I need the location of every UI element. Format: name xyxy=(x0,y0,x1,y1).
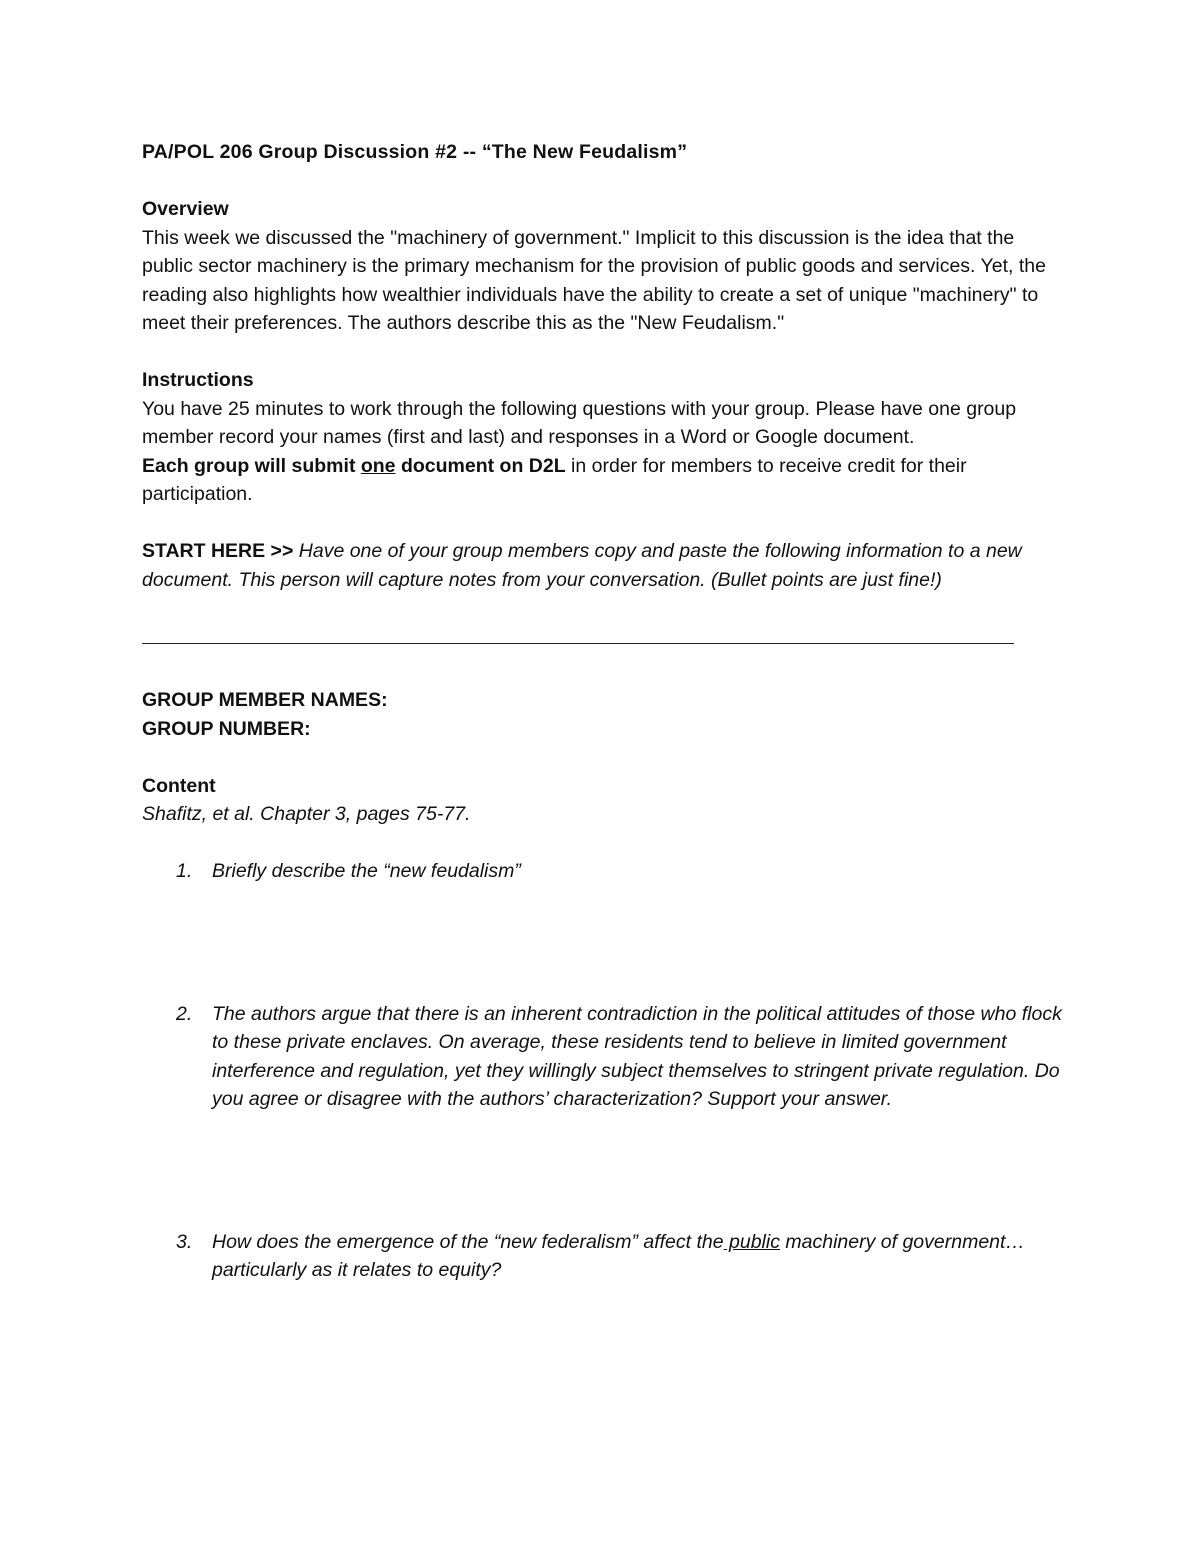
question-item xyxy=(142,1000,1062,1114)
question-text: The authors argue that there is an inherent contradiction in the political attitudes of those who flock to these private enclaves. On average, these residents tend to believe in limited government interference and regulation, yet they willingly subject themselves to stringent private regulation. Do you agree or disagree with the authors’ characterization? Support your answer. xyxy=(212,1002,1062,1110)
document-title: PA/POL 206 Group Discussion #2 -- “The New Feudalism” xyxy=(142,141,688,163)
question-number: 2. xyxy=(176,1002,193,1025)
question-item xyxy=(142,857,1062,886)
question-text-after: machinery of government… particularly as it relates to equity? xyxy=(212,1230,1025,1281)
instructions-text-after: in order for members to receive credit for their participation. xyxy=(142,454,967,505)
instructions-heading: Instructions xyxy=(142,369,254,391)
submit-note-part2: document on D2L xyxy=(395,454,566,477)
start-here-label: START HERE >> xyxy=(142,540,294,562)
instructions-text: You have 25 minutes to work through the following questions with your group. Please have one group member record your names (first and last) and responses in a Word or Google document. xyxy=(142,397,1017,448)
overview-text: This week we discussed the "machinery of government." Implicit to this discussion is the idea that the public sector machinery is the primary mechanism for the provision of public goods and services. Yet, the reading also highlights how wealthier individuals have the ability to create a set of unique "machinery" to meet their preferences. The authors describe this as the "New Feudalism." xyxy=(142,226,1046,334)
question-text: Briefly describe the “new feudalism” xyxy=(212,860,521,882)
question-number: 1. xyxy=(176,860,193,882)
content-reference: Shafitz, et al. Chapter 3, pages 75-77. xyxy=(142,803,471,825)
question-item xyxy=(142,1228,1062,1285)
submit-note-part1: Each group will submit xyxy=(142,454,361,477)
instructions-paragraph xyxy=(142,395,1062,509)
group-number-label: GROUP NUMBER: xyxy=(142,717,311,740)
question-list xyxy=(142,857,1062,1285)
question-number: 3. xyxy=(176,1230,193,1253)
overview-heading: Overview xyxy=(142,198,229,220)
question-text-underlined: public xyxy=(723,1230,780,1253)
content-heading: Content xyxy=(142,774,216,797)
divider-line xyxy=(142,637,1014,644)
submit-note-one: one xyxy=(360,454,396,477)
start-here-text: Have one of your group members copy and paste the following information to a new document. This person will capture notes from your conversation. (Bullet points are just fine!) xyxy=(142,540,1022,591)
group-member-names-label: GROUP MEMBER NAMES: xyxy=(142,689,388,711)
document-page xyxy=(142,138,1062,1285)
start-here-paragraph xyxy=(142,537,1062,594)
question-text-before: How does the emergence of the “new federalism” affect the xyxy=(212,1230,724,1253)
